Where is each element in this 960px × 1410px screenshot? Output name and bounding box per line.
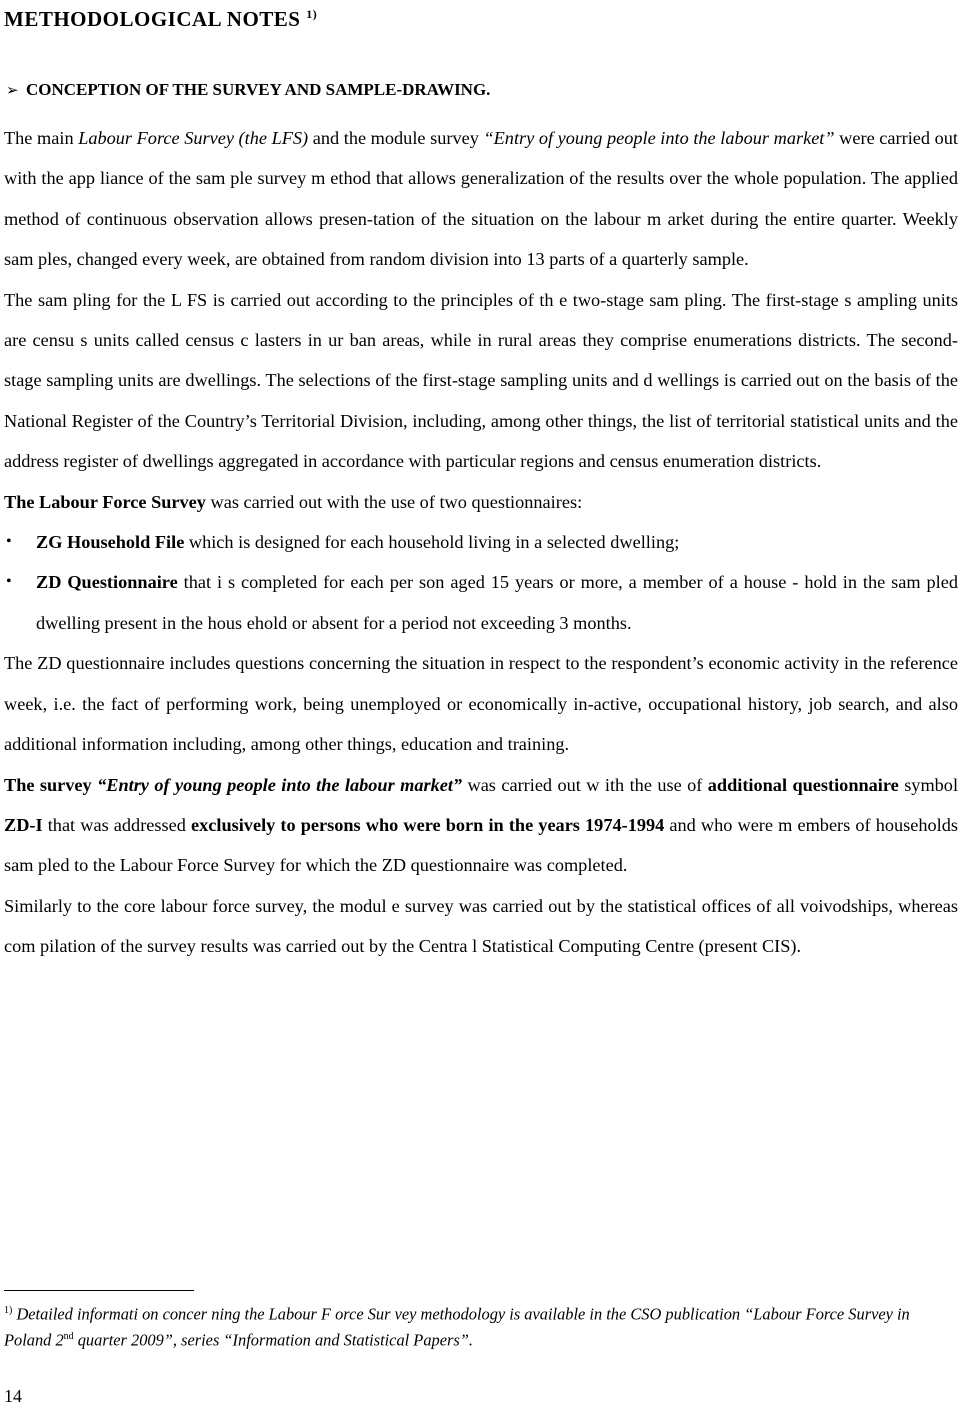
list-item (4, 522, 958, 562)
paragraph-survey-intro (4, 118, 958, 280)
paragraph-questionnaires-intro (4, 482, 958, 522)
bullet-icon: • (6, 573, 12, 591)
page-title (4, 0, 317, 33)
paragraph-sampling: The sam pling for the L FS is carried out according to the principles of th e two-stage sam pling. The first-stage s ampling units are censu s units called census c lasters in ur ban areas, while in rural areas they comprise enumerations districts. The second-stage sampling units are dwellings. The selections of the first-stage sampling units and d wellings is carried out on the basis of the National Register of the Country’s Territorial Division, including, among other things, the list of territorial statistical units and the address register of dwellings aggregated in accordance with particular regions and census enumeration districts. (4, 289, 958, 472)
paragraph-compilation: Similarly to the core labour force survey, the modul e survey was carried out by the statistical offices of all voivodships, whereas com pilation of the survey results was carried out by the Centra l Statistical Computing Centre (present CIS). (4, 895, 958, 957)
text-run: was carried out w ith the use of (462, 774, 708, 795)
bold-run: ZG Household File (36, 532, 185, 553)
italic-run: Labour Force Survey (the LFS) (78, 128, 309, 148)
bold-run: ZD-I (4, 814, 43, 835)
footnote-reference: 1) (306, 7, 318, 21)
questionnaire-list (4, 522, 958, 643)
footnote-mark: 1) (4, 1305, 13, 1316)
bold-run: The survey (4, 774, 98, 795)
page-number: 14 (4, 1386, 22, 1406)
footnote-text: Detailed informati on concer ning the Labour F orce Sur vey methodology is available in the CSO publication “Labour Force Survey in Poland 2 (4, 1304, 910, 1350)
bold-run: exclusively to persons who were born in the years 1974-1994 (191, 814, 665, 835)
body-text (4, 118, 958, 967)
bold-run: ZD Questionnaire (36, 572, 178, 593)
text-run: were carried out with the app liance of the sam ple survey m ethod that allows generalization of the results over the whole population. The applied method of continuous observation allows presen-tation of the situation on the labour m arket during the entire quarter. Weekly sam ples, changed every week, are obtained from random division into 13 parts of a quarterly sample. (4, 128, 958, 270)
paragraph-zd-questionnaire: The ZD questionnaire includes questions concerning the situation in respect to the respondent’s economic activity in the reference week, i.e. the fact of performing work, being unemployed or economically in-active, occupational history, job search, and also additional information including, among other things, education and training. (4, 653, 958, 755)
arrow-bullet-icon: ➢ (6, 83, 19, 99)
text-run: and the module survey (308, 128, 484, 148)
text-run: was carried out with the use of two questionnaires: (205, 491, 583, 512)
section-heading-text: CONCEPTION OF THE SURVEY AND SAMPLE-DRAWING. (26, 80, 491, 99)
superscript: nd (63, 1331, 74, 1343)
bullet-icon: • (6, 533, 12, 551)
footnote (4, 1299, 956, 1352)
footnote-text: quarter 2009”, series “Information and Statistical Papers”. (73, 1330, 473, 1350)
bold-run: additional questionnaire (707, 774, 899, 795)
italic-run: “Entry of young people into the labour market” (483, 128, 835, 148)
text-run: symbol (898, 774, 959, 795)
text-run: that was addressed (42, 814, 191, 835)
text-run: which is designed for each household living in a selected dwelling; (184, 532, 680, 553)
section-heading (6, 79, 490, 102)
list-item (4, 562, 958, 643)
text-run: and who were m embers of households sam pled to the Labour Force Survey for which the ZD questionnaire was completed. (4, 814, 958, 876)
page-title-text: METHODOLOGICAL NOTES (4, 7, 301, 31)
bold-run: The Labour Force Survey (4, 491, 206, 512)
paragraph-module-survey (4, 765, 958, 886)
text-run: The main (4, 128, 79, 148)
text-run: that i s completed for each per son aged 15 years or more, a member of a house - hold in the sam pled dwelling present in the hous ehold or absent for a period not exceeding 3 months. (36, 572, 959, 633)
bold-italic-run: “Entry of young people into the labour market” (97, 774, 463, 795)
footnote-divider (4, 1290, 194, 1291)
